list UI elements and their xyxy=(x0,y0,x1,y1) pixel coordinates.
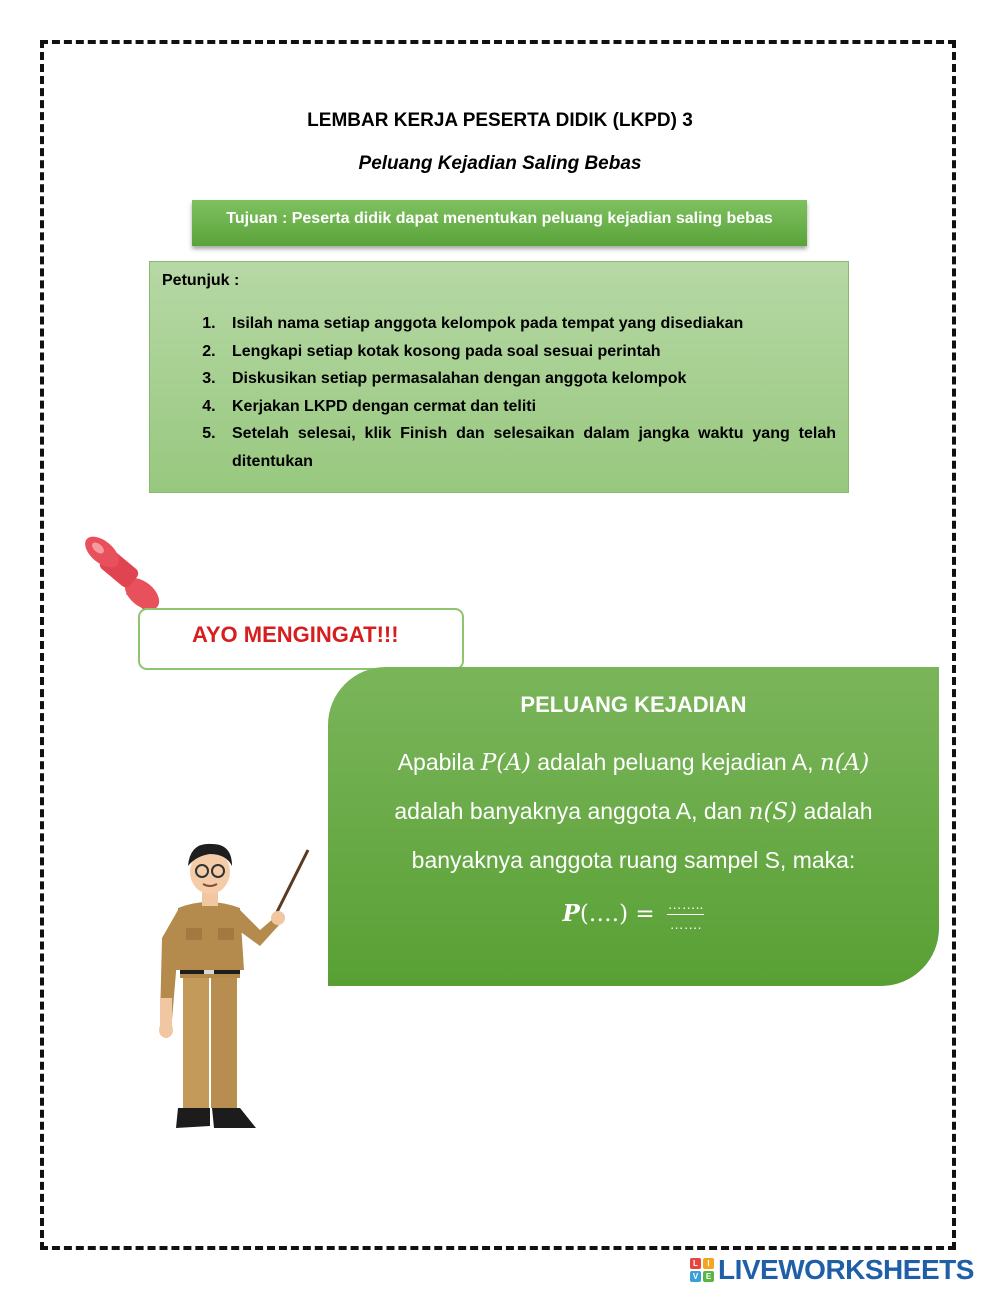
formula-p: P xyxy=(562,900,580,927)
probability-card xyxy=(328,667,939,986)
card-line-2 xyxy=(358,787,909,836)
card-text: adalah banyaknya anggota A, dan xyxy=(394,798,749,824)
page-subtitle: Peluang Kejadian Saling Bebas xyxy=(358,153,642,174)
card-body xyxy=(328,738,939,938)
math-n-s: n(S) xyxy=(748,799,798,825)
formula-fraction xyxy=(667,897,705,932)
card-text: adalah peluang kejadian A, xyxy=(530,749,820,775)
page-title: LEMBAR KERJA PESERTA DIDIK (LKPD) 3 xyxy=(307,110,693,131)
formula-lhs xyxy=(563,890,655,938)
card-text: adalah xyxy=(797,798,873,824)
fraction-denominator-blank[interactable]: ……. xyxy=(669,915,702,932)
math-p-a: P(A) xyxy=(480,750,531,776)
fraction-numerator-blank[interactable]: …….. xyxy=(667,897,705,915)
instruction-item: 3. Diskusikan setiap permasalahan dengan anggota kelompok xyxy=(220,365,836,393)
card-line-1 xyxy=(358,738,909,787)
card-line-3: banyaknya anggota ruang sampel S, maka: xyxy=(411,847,856,873)
goal-banner xyxy=(192,200,807,246)
instruction-item: 4. Kerjakan LKPD dengan cermat dan teliti xyxy=(220,393,836,421)
card-text: Apabila xyxy=(397,749,481,775)
logo-cell: I xyxy=(703,1258,714,1269)
card-title: PELUANG KEJADIAN xyxy=(520,692,747,717)
teacher-illustration xyxy=(148,838,318,1138)
logo-cell: V xyxy=(690,1271,701,1282)
goal-text: Tujuan : Peserta didik dapat menentukan peluang kejadian saling bebas xyxy=(226,210,773,227)
instructions-box xyxy=(149,261,849,493)
instructions-list xyxy=(162,310,836,475)
liveworksheets-logo-icon xyxy=(690,1258,714,1282)
liveworksheets-footer xyxy=(690,1252,974,1288)
formula-args: (….) = xyxy=(579,901,655,927)
reminder-label: AYO MENGINGAT!!! xyxy=(192,622,399,647)
instructions-heading: Petunjuk : xyxy=(162,272,240,289)
instruction-item: 2. Lengkapi setiap kotak kosong pada soal sesuai perintah xyxy=(220,338,836,366)
instruction-item: 5. Setelah selesai, klik Finish dan selesaikan dalam jangka waktu yang telah ditentukan xyxy=(220,420,836,475)
math-n-a: n(A) xyxy=(819,750,870,776)
brand-name: LIVEWORKSHEETS xyxy=(718,1254,974,1285)
probability-formula xyxy=(358,890,909,938)
instruction-item: 1. Isilah nama setiap anggota kelompok pada tempat yang disediakan xyxy=(220,310,836,338)
logo-cell: L xyxy=(690,1258,701,1269)
logo-cell: E xyxy=(703,1271,714,1282)
